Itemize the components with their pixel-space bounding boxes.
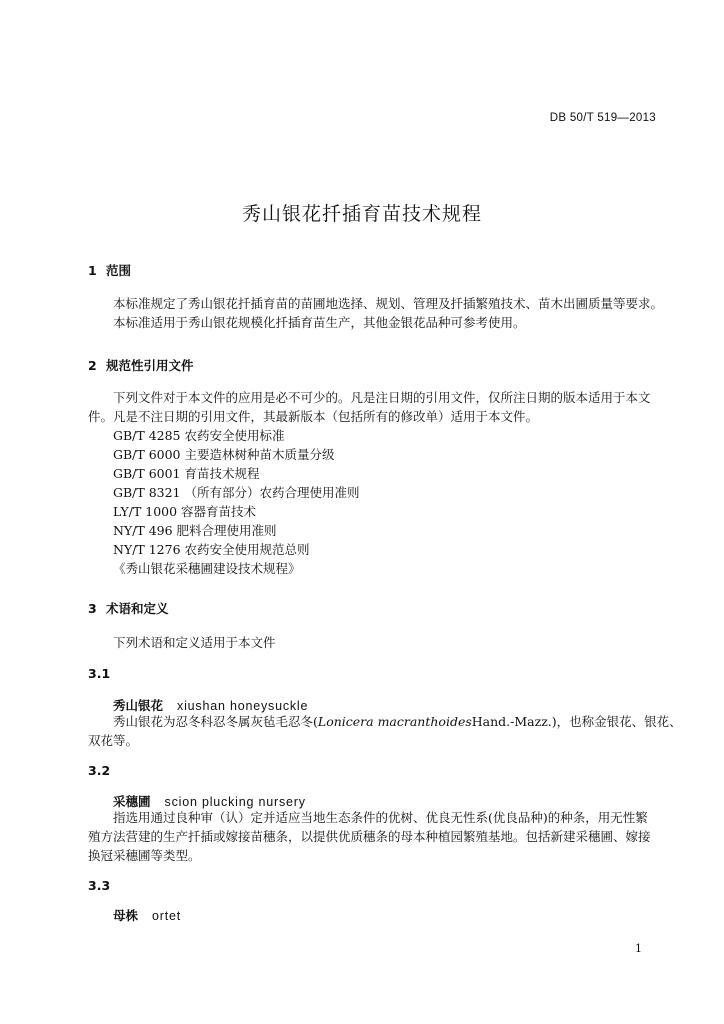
section-title: 术语和定义 — [106, 601, 169, 616]
section-number: 2 — [88, 358, 97, 373]
term-chinese: 秀山银花 — [113, 698, 164, 713]
reference-item: LY/T 1000 容器育苗技术 — [113, 504, 257, 519]
section-title: 范围 — [106, 263, 132, 278]
term-definition-line: 换冠采穗圃等类型。 — [88, 848, 201, 863]
reference-item: NY/T 1276 农药安全使用规范总则 — [113, 542, 310, 557]
reference-item: GB/T 4285 农药安全使用标准 — [113, 428, 285, 443]
term-entry — [113, 906, 181, 924]
section-number: 1 — [88, 263, 97, 278]
terms-intro: 下列术语和定义适用于本文件 — [113, 635, 276, 650]
term-definition-line — [113, 712, 683, 731]
reference-item: NY/T 496 肥料合理使用准则 — [113, 523, 277, 538]
scope-paragraphs — [113, 294, 683, 332]
document-title: 秀山银花扦插育苗技术规程 — [241, 203, 482, 225]
reference-list — [113, 426, 683, 578]
latin-name: Lonicera macranthoides — [317, 714, 472, 729]
page-number: 1 — [635, 942, 642, 955]
term-chinese: 母株 — [113, 908, 139, 923]
references-intro-line: 件。凡是不注日期的引用文件，其最新版本（包括所有的修改单）适用于本文件。 — [88, 409, 539, 424]
term-english: xiushan honeysuckle — [177, 699, 309, 713]
paragraph: 本标准适用于秀山银花规模化扦插育苗生产，其他金银花品种可参考使用。 — [113, 315, 526, 330]
paragraph: 本标准规定了秀山银花扦插育苗的苗圃地选择、规划、管理及扦插繁殖技术、苗木出圃质量等要求。 — [113, 296, 664, 311]
document-code: DB 50/T 519—2013 — [549, 112, 656, 124]
term-definition-line: 双花等。 — [88, 733, 139, 748]
term-definition-line: 指选用通过良种审（认）定并适应当地生态条件的优树、优良无性系(优良品种)的种条，用无性繁 — [113, 810, 648, 825]
section-heading-terms — [88, 599, 169, 617]
section-title: 规范性引用文件 — [106, 358, 194, 373]
definition-text: 秀山银花为忍冬科忍冬属灰毡毛忍冬( — [113, 714, 318, 729]
term-english: scion plucking nursery — [164, 795, 306, 809]
term-definition-line: 殖方法营建的生产扦插或嫁接苗穗条，以提供优质穗条的母本种植园繁殖基地。包括新建采穗圃、嫁接 — [88, 829, 651, 844]
term-chinese: 采穗圃 — [113, 794, 151, 809]
reference-item: 《秀山银花采穗圃建设技术规程》 — [113, 561, 301, 576]
references-intro-line: 下列文件对于本文件的应用是必不可少的。凡是注日期的引用文件，仅所注日期的版本适用于本文 — [113, 390, 651, 405]
reference-item: GB/T 6001 育苗技术规程 — [113, 466, 260, 481]
reference-item: GB/T 8321 （所有部分）农药合理使用准则 — [113, 485, 360, 500]
section-heading-scope — [88, 261, 131, 279]
term-number: 3.1 — [88, 666, 111, 681]
term-number: 3.2 — [88, 763, 111, 778]
section-heading-normative-references — [88, 356, 194, 374]
term-number: 3.3 — [88, 878, 111, 893]
term-english: ortet — [152, 909, 182, 923]
section-number: 3 — [88, 601, 97, 616]
reference-item: GB/T 6000 主要造林树种苗木质量分级 — [113, 447, 335, 462]
definition-text: Hand.-Mazz.)，也称金银花、银花、 — [471, 714, 682, 729]
